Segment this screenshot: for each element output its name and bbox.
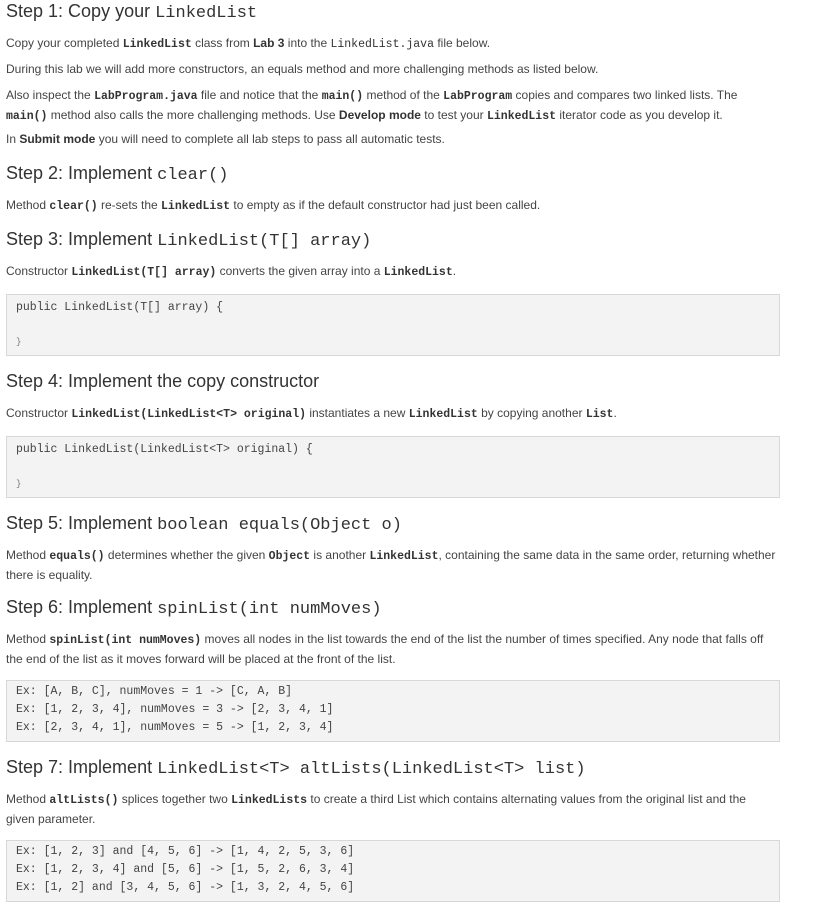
code-closing-brace: } <box>16 337 22 347</box>
step3-heading: Step 3: Implement LinkedList(T[] array) <box>6 229 372 251</box>
step4-paragraph: Constructor LinkedList(LinkedList<T> original) instantiates a new LinkedList by copying another List. <box>6 406 617 421</box>
step6-paragraph: Method spinList(int numMoves) moves all nodes in the list towards the end of the list the number of times specified. Any node that falls off the end of the list as it moves forward will be placed at the front of the list. <box>6 632 764 666</box>
example-line: Ex: [1, 2, 3, 4] and [5, 6] -> [1, 5, 2, 6, 3, 4] <box>16 863 355 876</box>
step6-examples-block <box>6 680 780 742</box>
code-line: public LinkedList(LinkedList<T> original) { <box>16 443 313 456</box>
step4-heading: Step 4: Implement the copy constructor <box>6 371 320 391</box>
step2-paragraph: Method clear() re-sets the LinkedList to empty as if the default constructor had just been called. <box>6 198 541 213</box>
step7-heading: Step 7: Implement LinkedList<T> altLists(LinkedList<T> list) <box>6 757 586 779</box>
step1-heading: Step 1: Copy your LinkedList <box>6 1 258 23</box>
step4-code-block <box>6 436 780 498</box>
step1-paragraph-3: Also inspect the LabProgram.java file and notice that the main() method of the LabProgram copies and compares two linked lists. The main() method also calls the more challenging methods. Use Develop mode to test your LinkedList iterator code as you develop it. <box>6 88 738 123</box>
step1-paragraph-1: Copy your completed LinkedList class from Lab 3 into the LinkedList.java file below. <box>6 36 491 51</box>
code-line: public LinkedList(T[] array) { <box>16 301 224 314</box>
example-line: Ex: [2, 3, 4, 1], numMoves = 5 -> [1, 2, 3, 4] <box>16 721 334 734</box>
example-line: Ex: [1, 2, 3, 4], numMoves = 3 -> [2, 3, 4, 1] <box>16 703 334 716</box>
example-line: Ex: [1, 2, 3] and [4, 5, 6] -> [1, 4, 2, 5, 3, 6] <box>16 845 355 858</box>
code-closing-brace: } <box>16 479 22 489</box>
step5-heading: Step 5: Implement boolean equals(Object o) <box>6 513 402 535</box>
step3-paragraph: Constructor LinkedList(T[] array) converts the given array into a LinkedList. <box>6 264 457 279</box>
step1-paragraph-4: In Submit mode you will need to complete all lab steps to pass all automatic tests. <box>6 132 445 146</box>
example-line: Ex: [A, B, C], numMoves = 1 -> [C, A, B] <box>16 685 293 698</box>
example-line: Ex: [1, 2] and [3, 4, 5, 6] -> [1, 3, 2, 4, 5, 6] <box>16 881 355 894</box>
step5-paragraph: Method equals() determines whether the given Object is another LinkedList, containing the same data in the same order, returning whether there is equality. <box>6 548 776 582</box>
step1-paragraph-2: During this lab we will add more constructors, an equals method and more challenging methods as listed below. <box>6 62 599 76</box>
step3-code-block <box>6 294 780 356</box>
step2-heading: Step 2: Implement clear() <box>6 163 229 185</box>
step7-paragraph: Method altLists() splices together two LinkedLists to create a third List which contains alternating values from the original list and the given parameter. <box>6 792 746 826</box>
step7-examples-block <box>6 840 780 902</box>
step6-heading: Step 6: Implement spinList(int numMoves) <box>6 597 382 619</box>
